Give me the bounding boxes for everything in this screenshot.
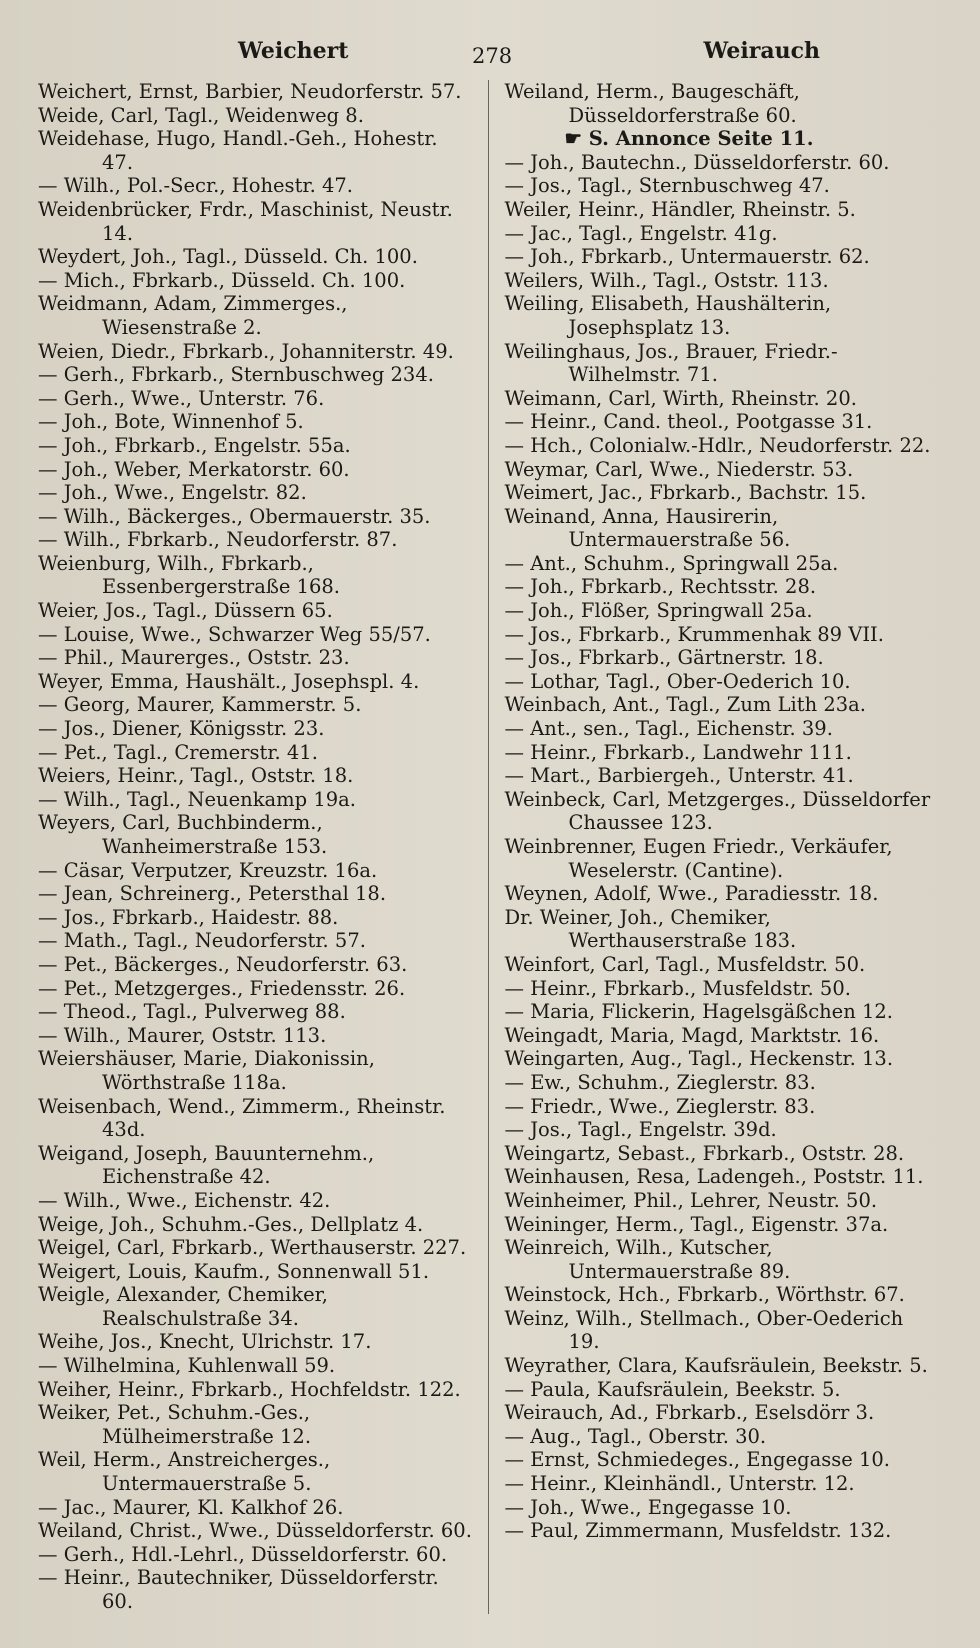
directory-entry: — Jos., Tagl., Sternbuschweg 47. <box>504 174 830 198</box>
directory-entry: — Wilh., Bäckerges., Obermauerstr. 35. <box>38 504 431 528</box>
directory-entry: Weyrather, Clara, Kaufsräulein, Beekstr. 5. <box>504 1354 928 1378</box>
directory-entry: Weide, Carl, Tagl., Weidenweg 8. <box>38 103 364 127</box>
directory-entry: — Joh., Fbrkarb., Untermauerstr. 62. <box>504 245 870 269</box>
directory-entry: Weinz, Wilh., Stellmach., Ober-Oederich 19. <box>504 1306 904 1354</box>
page-header <box>38 38 940 74</box>
directory-entry: Weimann, Carl, Wirth, Rheinstr. 20. <box>504 386 857 410</box>
directory-entry: — Ant., Schuhm., Springwall 25a. <box>504 551 839 575</box>
directory-entry: Weinstock, Hch., Fbrkarb., Wörthstr. 67. <box>504 1283 905 1307</box>
directory-entry: — Pet., Metzgerges., Friedensstr. 26. <box>38 976 406 1000</box>
directory-entry: Weiher, Heinr., Fbrkarb., Hochfeldstr. 122. <box>38 1377 461 1401</box>
directory-entry: — Joh., Fbrkarb., Engelstr. 55a. <box>38 433 351 457</box>
directory-entry: Weirauch, Ad., Fbrkarb., Eselsdörr 3. <box>504 1401 875 1425</box>
directory-entry: Weimert, Jac., Fbrkarb., Bachstr. 15. <box>504 481 867 505</box>
directory-entry: Weinheimer, Phil., Lehrer, Neustr. 50. <box>504 1188 878 1212</box>
directory-entry: Dr. Weiner, Joh., Chemiker, Werthauserstraße 183. <box>504 905 797 953</box>
directory-entry: — Friedr., Wwe., Zieglerstr. 83. <box>504 1094 816 1118</box>
directory-entry: — Joh., Flößer, Springwall 25a. <box>504 599 813 623</box>
directory-entry: Weinhausen, Resa, Ladengeh., Poststr. 11. <box>504 1165 924 1189</box>
directory-entry: Weilers, Wilh., Tagl., Oststr. 113. <box>504 268 829 292</box>
directory-entry: — Jos., Diener, Königsstr. 23. <box>38 717 325 741</box>
directory-entry: Weydert, Joh., Tagl., Düsseld. Ch. 100. <box>38 245 418 269</box>
directory-entry: — Gerh., Fbrkarb., Sternbuschweg 234. <box>38 363 434 387</box>
directory-entry: — Mart., Barbiergeh., Unterstr. 41. <box>504 764 854 788</box>
directory-entry: Weier, Jos., Tagl., Düssern 65. <box>38 599 333 623</box>
directory-entry: — Paula, Kaufsräulein, Beekstr. 5. <box>504 1377 841 1401</box>
directory-entry: — Pet., Bäckerges., Neudorferstr. 63. <box>38 952 408 976</box>
directory-entry: Weinfort, Carl, Tagl., Musfeldstr. 50. <box>504 952 866 976</box>
directory-entry: — Phil., Maurerges., Oststr. 23. <box>38 646 350 670</box>
directory-entry: Weingadt, Maria, Magd, Marktstr. 16. <box>504 1023 880 1047</box>
directory-entry: — Joh., Bote, Winnenhof 5. <box>38 410 304 434</box>
columns <box>38 80 940 1614</box>
directory-entry: — Maria, Flickerin, Hagelsgäßchen 12. <box>504 1000 893 1024</box>
directory-entry: — Jac., Maurer, Kl. Kalkhof 26. <box>38 1495 344 1519</box>
directory-entry: Weil, Herm., Anstreicherges., Untermauerstraße 5. <box>38 1448 331 1496</box>
directory-entry: — Ant., sen., Tagl., Eichenstr. 39. <box>504 717 833 741</box>
directory-entry: — Theod., Tagl., Pulverweg 88. <box>38 1000 346 1024</box>
annonce-note: ☛ S. Annonce Seite 11. <box>564 127 814 151</box>
directory-entry: Weiland, Christ., Wwe., Düsseldorferstr. 60. <box>38 1519 472 1543</box>
directory-entry: Weien, Diedr., Fbrkarb., Johanniterstr. 49. <box>38 339 454 363</box>
directory-entry: Weigel, Carl, Fbrkarb., Werthauserstr. 227. <box>38 1236 467 1260</box>
directory-entry: — Pet., Tagl., Cremerstr. 41. <box>38 740 318 764</box>
directory-entry: — Mich., Fbrkarb., Düsseld. Ch. 100. <box>38 268 406 292</box>
directory-entry: Weinreich, Wilh., Kutscher, Untermauerstraße 89. <box>504 1236 791 1283</box>
directory-entry: — Aug., Tagl., Oberstr. 30. <box>504 1424 767 1448</box>
directory-entry: — Joh., Wwe., Engegasse 10. <box>504 1495 792 1519</box>
directory-entry: Weingarten, Aug., Tagl., Heckenstr. 13. <box>504 1047 894 1071</box>
directory-entry: — Jos., Fbrkarb., Haidestr. 88. <box>38 905 339 929</box>
directory-entry: Weinbach, Ant., Tagl., Zum Lith 23a. <box>504 693 866 717</box>
directory-entry: Weidehase, Hugo, Handl.-Geh., Hohestr. 47. <box>38 127 438 174</box>
directory-entry: — Jos., Tagl., Engelstr. 39d. <box>504 1118 777 1142</box>
header-right-keyword: Weirauch <box>703 38 820 64</box>
directory-entry: — Math., Tagl., Neudorferstr. 57. <box>38 929 366 953</box>
directory-entry: Weiers, Heinr., Tagl., Oststr. 18. <box>38 764 354 788</box>
directory-entry: Weiershäuser, Marie, Diakonissin, Wörthstraße 118a. <box>38 1047 375 1094</box>
directory-entry: — Joh., Wwe., Engelstr. 82. <box>38 481 307 505</box>
directory-entry: Weiler, Heinr., Händler, Rheinstr. 5. <box>504 197 856 221</box>
page-number: 278 <box>472 44 513 68</box>
left-column <box>38 80 489 1614</box>
directory-entry: Weigand, Joseph, Bauunternehm., Eichenstraße 42. <box>38 1141 375 1189</box>
directory-entry: Weyer, Emma, Haushält., Josephspl. 4. <box>38 669 420 693</box>
directory-entry: Weinbeck, Carl, Metzgerges., Düsseldorfer Chaussee 123. <box>504 787 931 835</box>
directory-entry: — Wilh., Maurer, Oststr. 113. <box>38 1023 327 1047</box>
directory-entry: Weigle, Alexander, Chemiker, Realschulstraße 34. <box>38 1283 329 1330</box>
directory-entry: Weymar, Carl, Wwe., Niederstr. 53. <box>504 457 854 481</box>
directory-entry: — Georg, Maurer, Kammerstr. 5. <box>38 693 362 717</box>
directory-entry: Weige, Joh., Schuhm.-Ges., Dellplatz 4. <box>38 1212 424 1236</box>
directory-entry: Weidmann, Adam, Zimmerges., Wiesenstraße 2. <box>38 292 348 339</box>
directory-entry: Weinbrenner, Eugen Friedr., Verkäufer, Weselerstr. (Cantine). <box>504 835 893 882</box>
directory-entry: Weingartz, Sebast., Fbrkarb., Oststr. 28. <box>504 1141 905 1165</box>
directory-entry: — Heinr., Bautechniker, Düsseldorferstr. 60. <box>38 1566 439 1613</box>
header-left-keyword: Weichert <box>238 38 349 64</box>
directory-entry: Weyers, Carl, Buchbinderm., Wanheimerstraße 153. <box>38 811 328 858</box>
directory-entry: — Heinr., Fbrkarb., Landwehr 111. <box>504 740 852 764</box>
directory-entry: Weigert, Louis, Kaufm., Sonnenwall 51. <box>38 1259 430 1283</box>
directory-entry: — Cäsar, Verputzer, Kreuzstr. 16a. <box>38 858 378 882</box>
directory-entry: — Jos., Fbrkarb., Krummenhak 89 VII. <box>504 622 884 646</box>
directory-entry: — Heinr., Kleinhändl., Unterstr. 12. <box>504 1472 855 1496</box>
directory-entry: — Wilh., Pol.-Secr., Hohestr. 47. <box>38 174 353 198</box>
directory-entry: — Ew., Schuhm., Zieglerstr. 83. <box>504 1070 816 1094</box>
directory-entry: Weiling, Elisabeth, Haushälterin, Josephsplatz 13. <box>504 292 832 339</box>
directory-entry: — Wilhelmina, Kuhlenwall 59. <box>38 1354 336 1378</box>
directory-entry: — Louise, Wwe., Schwarzer Weg 55/57. <box>38 622 431 646</box>
directory-entry: Weinand, Anna, Hausirerin, Untermauerstraße 56. <box>504 504 791 552</box>
directory-entry: Weichert, Ernst, Barbier, Neudorferstr. 57. <box>38 80 462 103</box>
right-column <box>489 80 941 1614</box>
directory-entry: Weihe, Jos., Knecht, Ulrichstr. 17. <box>38 1330 372 1354</box>
directory-entry: — Ernst, Schmiedeges., Engegasse 10. <box>504 1448 890 1472</box>
directory-entry: Weiker, Pet., Schuhm.-Ges., Mülheimerstraße 12. <box>38 1401 312 1448</box>
directory-entry: — Joh., Bautechn., Düsseldorferstr. 60. <box>504 150 890 174</box>
directory-entry: — Joh., Weber, Merkatorstr. 60. <box>38 457 350 481</box>
directory-entry: — Lothar, Tagl., Ober-Oederich 10. <box>504 669 851 693</box>
directory-entry: — Heinr., Fbrkarb., Musfeldstr. 50. <box>504 976 851 1000</box>
directory-entry: — Hch., Colonialw.-Hdlr., Neudorferstr. 22. <box>504 433 931 457</box>
directory-entry: Weisenbach, Wend., Zimmerm., Rheinstr. 43d. <box>38 1094 446 1142</box>
directory-entry: — Joh., Fbrkarb., Rechtsstr. 28. <box>504 575 817 599</box>
directory-entry: Weynen, Adolf, Wwe., Paradiesstr. 18. <box>504 882 879 906</box>
directory-entry: — Jos., Fbrkarb., Gärtnerstr. 18. <box>504 646 824 670</box>
directory-entry: Weienburg, Wilh., Fbrkarb., Essenbergerstraße 168. <box>38 551 341 599</box>
directory-entry: — Wilh., Tagl., Neuenkamp 19a. <box>38 787 356 811</box>
directory-entry: — Wilh., Wwe., Eichenstr. 42. <box>38 1188 331 1212</box>
directory-entry: — Paul, Zimmermann, Musfeldstr. 132. <box>504 1519 892 1543</box>
directory-entry: Weilinghaus, Jos., Brauer, Friedr.-Wilhelmstr. 71. <box>504 339 838 387</box>
directory-entry: — Wilh., Fbrkarb., Neudorferstr. 87. <box>38 528 398 552</box>
directory-entry: — Gerh., Hdl.-Lehrl., Düsseldorferstr. 60. <box>38 1542 448 1566</box>
directory-entry: — Heinr., Cand. theol., Pootgasse 31. <box>504 410 873 434</box>
directory-entry: — Gerh., Wwe., Unterstr. 76. <box>38 386 325 410</box>
directory-entry: — Jean, Schreinerg., Petersthal 18. <box>38 882 387 906</box>
directory-entry: — Jac., Tagl., Engelstr. 41g. <box>504 221 778 245</box>
directory-entry: Weininger, Herm., Tagl., Eigenstr. 37a. <box>504 1212 889 1236</box>
directory-entry: Weiland, Herm., Baugeschäft, Düsseldorferstraße 60. <box>504 80 800 127</box>
directory-entry: Weidenbrücker, Frdr., Maschinist, Neustr. 14. <box>38 197 453 245</box>
